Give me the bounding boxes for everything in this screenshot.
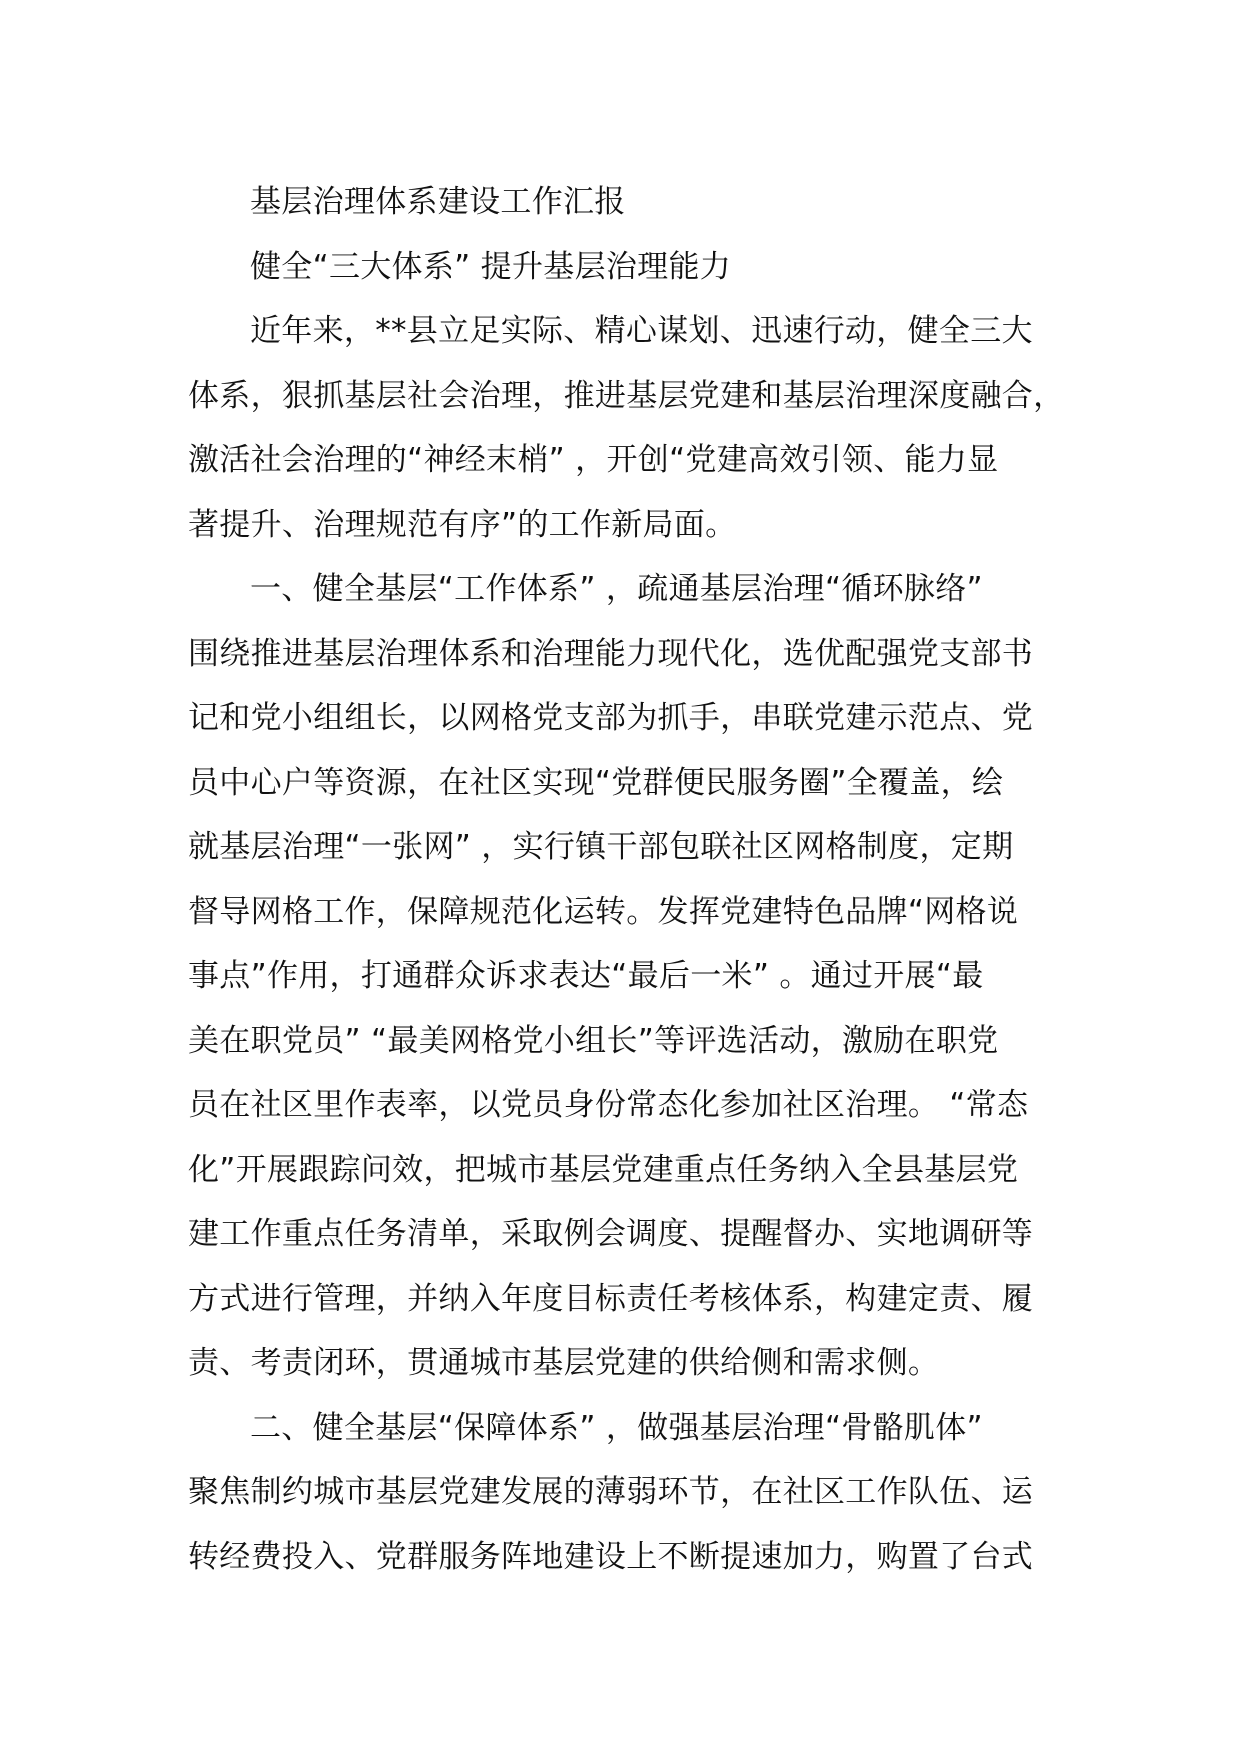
text-line: 化”开展跟踪问效，把城市基层党建重点任务纳入全县基层党 [188, 1151, 1019, 1188]
text-line: 二、健全基层“保障体系” ，做强基层治理“骨骼肌体” [250, 1409, 983, 1446]
text-line: 就基层治理“一张网” ，实行镇干部包联社区网格制度，定期 [188, 829, 1014, 865]
text-line: 方式进行管理，并纳入年度目标责任考核体系，构建定责、履 [188, 1280, 1034, 1317]
text-line: 近年来，**县立足实际、精心谋划、迅速行动，健全三大 [250, 313, 1033, 349]
text-line: 一、健全基层“工作体系” ，疏通基层治理“循环脉络” [250, 571, 983, 607]
document-title: 基层治理体系建设工作汇报 [250, 184, 626, 220]
text-line: 记和党小组组长，以网格党支部为抓手，串联党建示范点、党 [188, 700, 1034, 736]
text-line: 员中心户等资源，在社区实现“党群便民服务圈”全覆盖，绘 [188, 764, 1004, 801]
text-line: 督导网格工作，保障规范化运转。发挥党建特色品牌“网格说 [188, 893, 1019, 930]
text-line: 聚焦制约城市基层党建发展的薄弱环节，在社区工作队伍、运 [188, 1474, 1034, 1510]
text-line: 员在社区里作表率，以党员身份常态化参加社区治理。 “常态 [188, 1087, 1029, 1123]
document-subtitle: 健全“三大体系” 提升基层治理能力 [250, 248, 732, 285]
text-line: 激活社会治理的“神经末梢” ，开创“党建高效引领、能力显 [188, 442, 999, 478]
document-body [188, 170, 1064, 1589]
text-line: 美在职党员” “最美网格党小组长”等评选活动，激励在职党 [188, 1022, 999, 1059]
text-line: 责、考责闭环，贯通城市基层党建的供给侧和需求侧。 [188, 1345, 940, 1381]
text-line: 体系，狠抓基层社会治理，推进基层党建和基层治理深度融合， [188, 377, 1065, 414]
text-line: 事点”作用，打通群众诉求表达“最后一米” 。通过开展“最 [188, 958, 984, 994]
text-line: 著提升、治理规范有序”的工作新局面。 [188, 506, 737, 543]
text-line: 转经费投入、党群服务阵地建设上不断提速加力，购置了台式 [188, 1538, 1034, 1575]
text-line: 围绕推进基层治理体系和治理能力现代化，选优配强党支部书 [188, 635, 1034, 672]
text-line: 建工作重点任务清单，采取例会调度、提醒督办、实地调研等 [188, 1216, 1034, 1252]
